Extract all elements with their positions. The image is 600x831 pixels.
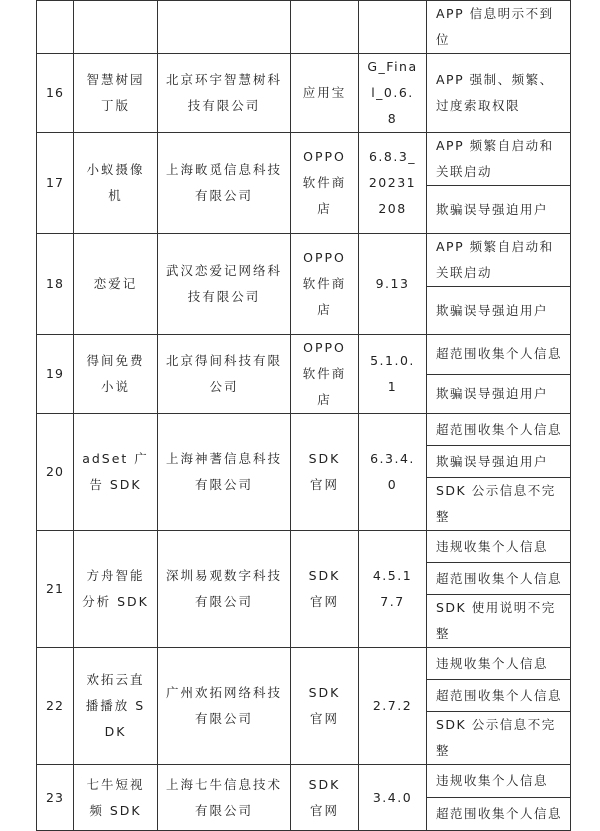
app-name: 方舟智能分析 SDK — [74, 531, 158, 648]
version-text: 2.7.2 — [359, 648, 427, 765]
issue-cell: 超范围收集个人信息 — [427, 798, 571, 831]
row-number: 18 — [37, 234, 74, 335]
row-number: 21 — [37, 531, 74, 648]
app-name: 得间免费小说 — [74, 335, 158, 414]
company-name: 北京得间科技有限公司 — [158, 335, 291, 414]
table-row — [37, 335, 571, 375]
row-number: 17 — [37, 133, 74, 234]
company-name: 上海七牛信息技术有限公司 — [158, 765, 291, 831]
issue-cell: 违规收集个人信息 — [427, 531, 571, 563]
table-row — [37, 531, 571, 563]
issue-cell: 超范围收集个人信息 — [427, 335, 571, 375]
app-name: 智慧树园丁版 — [74, 54, 158, 133]
company-name: 北京环宇智慧树科技有限公司 — [158, 54, 291, 133]
version-text: 6.8.3_20231208 — [359, 133, 427, 234]
table-row — [37, 54, 571, 133]
table-row — [37, 648, 571, 680]
row-number: 19 — [37, 335, 74, 414]
table-row — [37, 1, 571, 54]
issue-cell: 欺骗误导强迫用户 — [427, 446, 571, 478]
company-name: 上海神蓍信息科技有限公司 — [158, 414, 291, 531]
source-name: SDK 官网 — [291, 414, 359, 531]
app-report-table — [36, 0, 571, 831]
issue-cell: 超范围收集个人信息 — [427, 563, 571, 595]
app-name: 小蚁摄像机 — [74, 133, 158, 234]
table-row — [37, 765, 571, 798]
issue-cell: SDK 使用说明不完整 — [427, 595, 571, 648]
source-name: OPPO 软件商店 — [291, 335, 359, 414]
row-number: 20 — [37, 414, 74, 531]
source-name: 应用宝 — [291, 54, 359, 133]
app-name: 恋爱记 — [74, 234, 158, 335]
cell-empty — [158, 1, 291, 54]
row-number: 22 — [37, 648, 74, 765]
source-name: OPPO 软件商店 — [291, 133, 359, 234]
issue-cell: SDK 公示信息不完整 — [427, 478, 571, 531]
app-name: 七牛短视频 SDK — [74, 765, 158, 831]
source-name: SDK 官网 — [291, 531, 359, 648]
issue-cell: 欺骗误导强迫用户 — [427, 287, 571, 335]
issue-cell: 超范围收集个人信息 — [427, 680, 571, 712]
app-name: adSet 广告 SDK — [74, 414, 158, 531]
app-name: 欢拓云直播播放 SDK — [74, 648, 158, 765]
source-name: SDK 官网 — [291, 648, 359, 765]
issue-cell: APP 强制、频繁、过度索取权限 — [427, 54, 571, 133]
cell-empty — [359, 1, 427, 54]
company-name: 武汉恋爱记网络科技有限公司 — [158, 234, 291, 335]
issue-cell: SDK 公示信息不完整 — [427, 712, 571, 765]
version-text: 4.5.17.7 — [359, 531, 427, 648]
version-text: 5.1.0.1 — [359, 335, 427, 414]
table-row — [37, 234, 571, 287]
source-name: OPPO 软件商店 — [291, 234, 359, 335]
issue-cell: 欺骗误导强迫用户 — [427, 374, 571, 414]
table-row — [37, 414, 571, 446]
company-name: 上海畋觅信息科技有限公司 — [158, 133, 291, 234]
version-text: 9.13 — [359, 234, 427, 335]
issue-cell: APP 信息明示不到位 — [427, 1, 571, 54]
issue-cell: 违规收集个人信息 — [427, 765, 571, 798]
cell-empty — [291, 1, 359, 54]
issue-cell: 超范围收集个人信息 — [427, 414, 571, 446]
source-name: SDK 官网 — [291, 765, 359, 831]
version-text: 3.4.0 — [359, 765, 427, 831]
company-name: 广州欢拓网络科技有限公司 — [158, 648, 291, 765]
row-number: 16 — [37, 54, 74, 133]
issue-cell: APP 频繁自启动和关联启动 — [427, 234, 571, 287]
table-row — [37, 133, 571, 186]
cell-empty — [37, 1, 74, 54]
version-text: G_Final_0.6.8 — [359, 54, 427, 133]
row-number: 23 — [37, 765, 74, 831]
cell-empty — [74, 1, 158, 54]
version-text: 6.3.4.0 — [359, 414, 427, 531]
issue-cell: 违规收集个人信息 — [427, 648, 571, 680]
issue-cell: 欺骗误导强迫用户 — [427, 186, 571, 234]
issue-cell: APP 频繁自启动和关联启动 — [427, 133, 571, 186]
company-name: 深圳易观数字科技有限公司 — [158, 531, 291, 648]
